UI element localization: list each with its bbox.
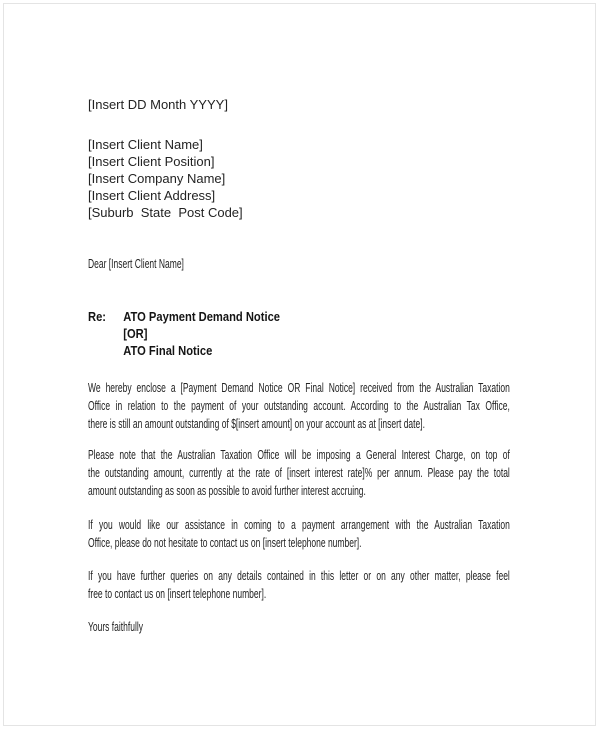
subject-block [88,308,512,359]
complimentary-close: Yours faithfully [88,619,143,634]
salutation: Dear [Insert Client Name] [88,256,184,271]
text-line: [Suburb State Post Code] [88,205,243,220]
subject-label: Re: [88,309,107,324]
text-line: [OR] [123,326,148,341]
date-line: [Insert DD Month YYYY] [88,97,228,112]
text-line: ATO Payment Demand Notice [123,309,281,324]
subject-lines [123,308,512,359]
text-line: [Insert Client Position] [88,154,215,169]
text-line: there is still an amount outstanding of $[insert amount] on your account as at [insert date]. [88,416,425,431]
recipient-address-block [88,136,243,221]
body-paragraph-1 [88,379,510,433]
text-line: [Insert Client Name] [88,137,203,152]
text-line: We hereby enclose a [Payment Demand Notice OR Final Notice] received from the Australian Taxation [88,380,510,395]
text-line: amount outstanding as soon as possible to avoid further interest accruing. [88,483,366,498]
body-paragraph-3 [88,516,510,552]
text-line: If you would like our assistance in coming to a payment arrangement with the Australian Taxation [88,517,510,532]
text-line: If you have further queries on any details contained in this letter or on any other matter, please feel [88,568,510,583]
text-line: free to contact us on [insert telephone number]. [88,586,267,601]
body-paragraph-4 [88,567,510,603]
text-line: Please note that the Australian Taxation Office will be imposing a General Interest Charge, on top of [88,447,510,462]
text-line: Office in relation to the payment of your outstanding account. According to the Australian Tax Office, [88,398,510,413]
text-line: ATO Final Notice [123,343,213,358]
text-line: Office, please do not hesitate to contact us on [insert telephone number]. [88,535,362,550]
body-paragraph-2 [88,446,510,500]
letter-body [88,0,512,730]
text-line: [Insert Company Name] [88,171,226,186]
text-line: [Insert Client Address] [88,188,216,203]
text-line: the outstanding amount, currently at the rate of [insert interest rate]% per annum. Please pay the total [88,465,510,480]
